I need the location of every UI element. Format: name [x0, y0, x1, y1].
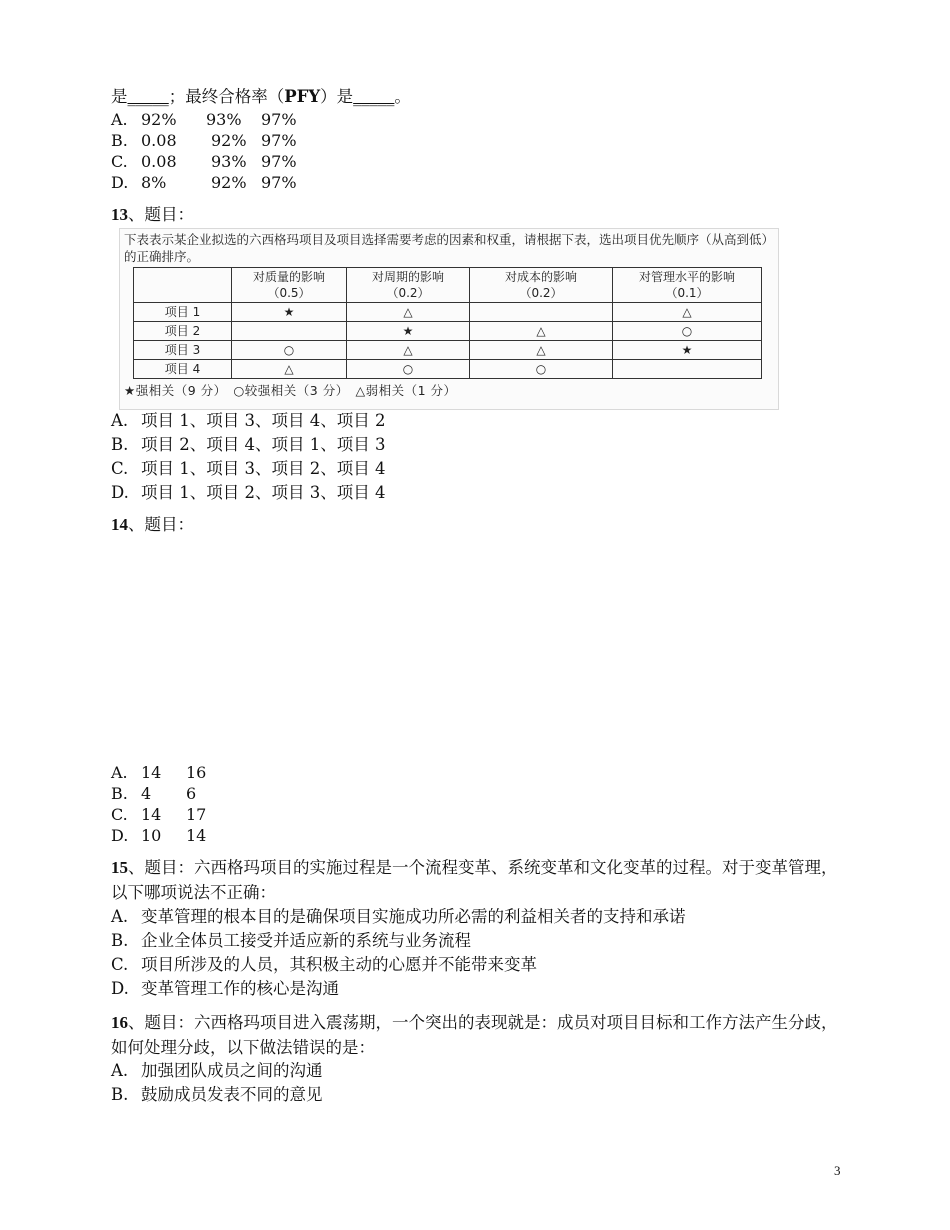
q15-option-b — [111, 930, 471, 952]
pfy-abbr: PFY — [284, 87, 321, 106]
project-selection-table — [133, 267, 762, 379]
q15-option-a — [111, 906, 686, 928]
table-header-cycle: 对周期的影响 （0.2） — [347, 268, 470, 303]
question-number: 15 — [111, 858, 128, 877]
table-legend: ★强相关（9 分） ○较强相关（3 分） △弱相关（1 分） — [124, 383, 457, 398]
q15-option-d — [111, 978, 339, 1000]
cell-symbol — [470, 303, 613, 322]
cell-symbol: △ — [347, 341, 470, 360]
table-header-quality: 对质量的影响 （0.5） — [232, 268, 347, 303]
q12-tail-line — [111, 87, 411, 107]
table-header-management: 对管理水平的影响 （0.1） — [613, 268, 762, 303]
option-letter: D. — [111, 979, 129, 998]
q15-question — [111, 855, 846, 905]
cell-symbol: △ — [470, 322, 613, 341]
row-label: 项目 2 — [134, 322, 232, 341]
q13-option-c — [111, 458, 385, 480]
page-number: 3 — [834, 1163, 841, 1178]
table-header-cost: 对成本的影响 （0.2） — [470, 268, 613, 303]
option-text: 变革管理工作的核心是沟通 — [141, 979, 339, 998]
option-value: 97% — [261, 131, 297, 150]
q12-text: ；最终合格率（ — [168, 87, 285, 106]
option-text: 加强团队成员之间的沟通 — [141, 1061, 323, 1080]
option-value: 4 — [141, 784, 152, 803]
table-header-empty — [134, 268, 232, 303]
option-letter: A. — [111, 907, 129, 926]
q16-option-b — [111, 1084, 323, 1106]
q13-option-b — [111, 434, 385, 456]
question-number: 16 — [111, 1013, 128, 1032]
row-label: 项目 4 — [134, 360, 232, 379]
table-row — [134, 341, 762, 360]
option-value: 97% — [261, 152, 297, 171]
option-letter: A. — [111, 411, 129, 430]
option-text: 企业全体员工接受并适应新的系统与业务流程 — [141, 931, 471, 950]
option-value: 97% — [261, 110, 297, 129]
option-letter: A. — [111, 1061, 129, 1080]
option-value: 92% — [211, 131, 247, 150]
cell-symbol: △ — [470, 341, 613, 360]
q13-heading — [111, 204, 194, 226]
q16-question — [111, 1010, 846, 1060]
q12-text: 。 — [394, 87, 411, 106]
option-value: 14 — [141, 763, 162, 782]
option-value: 92% — [141, 110, 177, 129]
q12-option-b — [111, 131, 297, 151]
question-label: 、题目： — [128, 515, 194, 534]
option-value: 14 — [141, 805, 162, 824]
table-intro: 下表表示某企业拟选的六西格玛项目及项目选择需要考虑的因素和权重，请根据下表，选出项目优先顺序（从高到低）的正确排序。 — [124, 232, 775, 264]
option-letter: B. — [111, 435, 129, 454]
q15-option-c — [111, 954, 537, 976]
row-label: 项目 1 — [134, 303, 232, 322]
question-text: 、题目：六西格玛项目的实施过程是一个流程变革、系统变革和文化变革的过程。对于变革管理，以下哪项说法不正确： — [111, 858, 838, 902]
option-text: 项目所涉及的人员，其积极主动的心愿并不能带来变革 — [141, 955, 537, 974]
option-letter: A. — [111, 763, 128, 782]
option-value: 97% — [261, 173, 297, 192]
q12-text: 是 — [111, 87, 128, 106]
cell-symbol: ○ — [613, 322, 762, 341]
question-number: 14 — [111, 515, 128, 534]
cell-symbol: ★ — [232, 303, 347, 322]
option-value: 93% — [206, 110, 242, 129]
option-letter: C. — [111, 459, 129, 478]
cell-symbol — [613, 360, 762, 379]
option-letter: C. — [111, 955, 129, 974]
q13-option-a — [111, 410, 385, 432]
q13-option-d — [111, 482, 385, 504]
q14-option-b — [111, 784, 196, 804]
option-value: 17 — [186, 805, 207, 824]
table-row — [134, 303, 762, 322]
option-value: 93% — [211, 152, 247, 171]
q12-option-d — [111, 173, 297, 193]
option-letter: A. — [111, 110, 128, 129]
option-text: 鼓励成员发表不同的意见 — [141, 1085, 323, 1104]
q14-option-d — [111, 826, 206, 846]
row-label: 项目 3 — [134, 341, 232, 360]
option-text: 项目 2、项目 4、项目 1、项目 3 — [141, 435, 386, 454]
option-letter: D. — [111, 173, 129, 192]
option-text: 变革管理的根本目的是确保项目实施成功所必需的利益相关者的支持和承诺 — [141, 907, 686, 926]
q13-table-image — [119, 228, 779, 410]
q14-option-a — [111, 763, 206, 783]
cell-symbol: ★ — [347, 322, 470, 341]
cell-symbol: ○ — [232, 341, 347, 360]
q14-heading — [111, 514, 194, 536]
option-value: 0.08 — [141, 131, 177, 150]
option-letter: B. — [111, 1085, 129, 1104]
option-text: 项目 1、项目 3、项目 2、项目 4 — [141, 459, 386, 478]
option-letter: B. — [111, 784, 128, 803]
option-value: 6 — [186, 784, 197, 803]
cell-symbol: △ — [347, 303, 470, 322]
q12-option-c — [111, 152, 297, 172]
option-value: 14 — [186, 826, 207, 845]
option-letter: D. — [111, 483, 129, 502]
cell-symbol: ○ — [470, 360, 613, 379]
q14-option-c — [111, 805, 206, 825]
option-letter: C. — [111, 152, 128, 171]
blank-1: _____ — [127, 87, 169, 106]
q12-text: ）是 — [320, 87, 354, 106]
option-value: 92% — [211, 173, 247, 192]
question-text: 、题目：六西格玛项目进入震荡期，一个突出的表现就是：成员对项目目标和工作方法产生分歧，如何处理分歧，以下做法错误的是： — [111, 1013, 838, 1057]
cell-symbol: ★ — [613, 341, 762, 360]
cell-symbol: △ — [232, 360, 347, 379]
cell-symbol: ○ — [347, 360, 470, 379]
q12-option-a — [111, 110, 297, 130]
question-number: 13 — [111, 205, 128, 224]
cell-symbol — [232, 322, 347, 341]
q16-option-a — [111, 1060, 323, 1082]
question-label: 、题目： — [128, 205, 194, 224]
option-text: 项目 1、项目 3、项目 4、项目 2 — [141, 411, 386, 430]
option-value: 0.08 — [141, 152, 177, 171]
table-row — [134, 360, 762, 379]
option-letter: D. — [111, 826, 129, 845]
option-letter: B. — [111, 931, 129, 950]
option-value: 10 — [141, 826, 162, 845]
blank-2: _____ — [353, 87, 395, 106]
table-row — [134, 322, 762, 341]
option-value: 8% — [141, 173, 167, 192]
option-letter: C. — [111, 805, 128, 824]
option-letter: B. — [111, 131, 128, 150]
option-value: 16 — [186, 763, 207, 782]
option-text: 项目 1、项目 2、项目 3、项目 4 — [141, 483, 386, 502]
cell-symbol: △ — [613, 303, 762, 322]
